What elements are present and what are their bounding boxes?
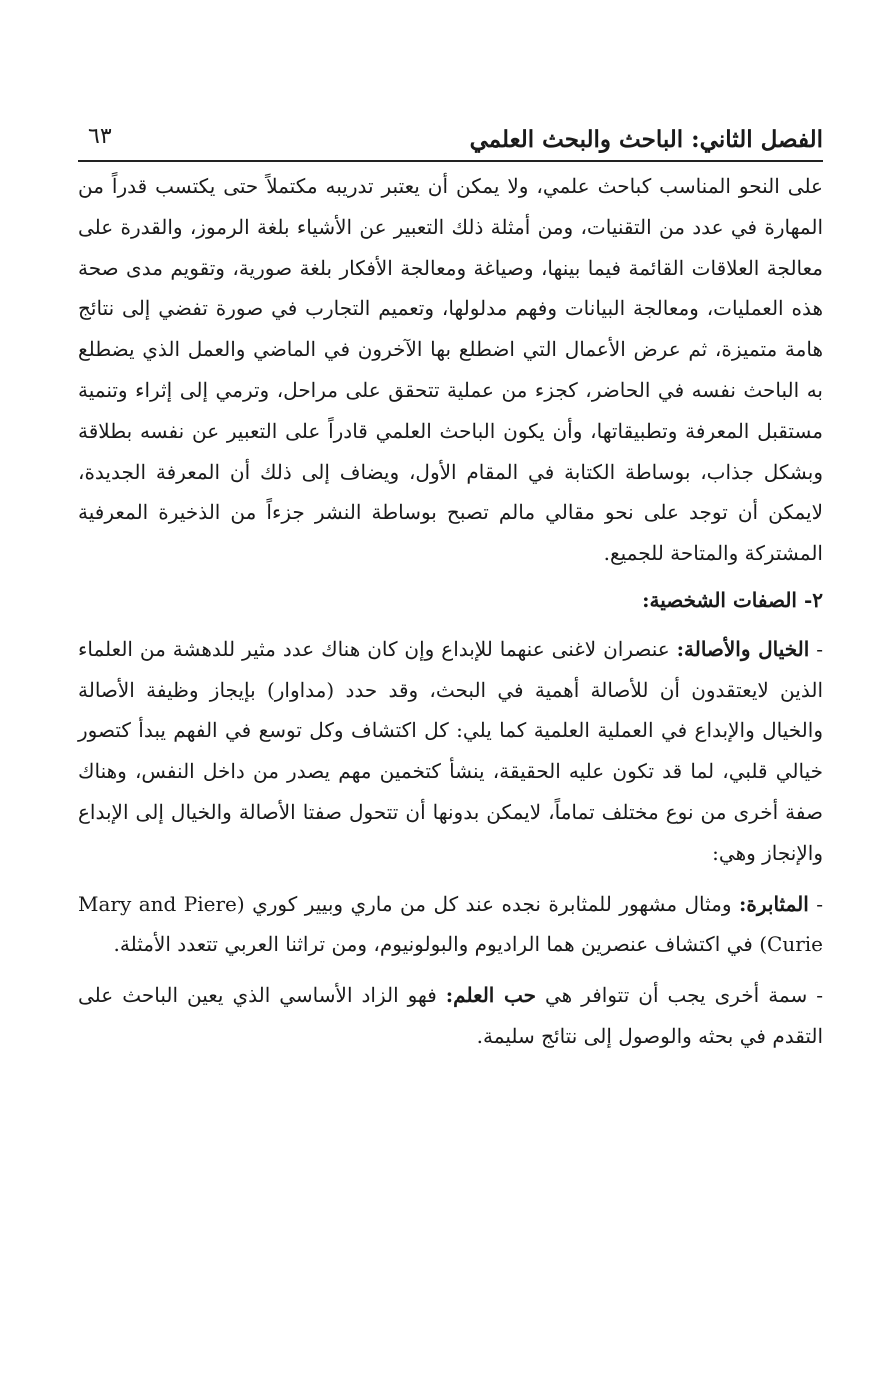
bullet-dash: - — [808, 891, 824, 916]
paragraph-perseverance — [78, 884, 823, 966]
running-header — [78, 120, 823, 162]
page-body — [78, 166, 823, 1057]
paragraph-text: عنصران لاغنى عنهما للإبداع وإن كان هناك عدد مثير للدهشة من العلماء الذين لايعتقدون أن للأصالة أهمية في البحث، وقد حدد (مداوار) بإيجاز وظيفة الأصالة والخيال والإبداع في العملية العلمية كما يلي: كل اكتشاف وكل توسع في الفهم يبدأ كتصور خيالي قلبي، لما قد تكون عليه الحقيقة، ينشأ كتخمين مهم يصدر من داخل النفس، وهناك صفة أخرى من نوع مختلف تماماً، لايمكن بدونها أن تتحول صفتا الأصالة والخيال إلى الإبداع والإنجاز وهي: — [78, 636, 823, 865]
paragraph-text: فهو الزاد الأساسي الذي يعين الباحث على التقدم في بحثه والوصول إلى نتائج سليمة. — [78, 983, 823, 1048]
page-number: ٦٣ — [88, 124, 112, 149]
chapter-title: الفصل الثاني: الباحث والبحث العلمي — [469, 126, 823, 153]
bullet-dash: - — [809, 636, 823, 661]
paragraph-researcher-skills: على النحو المناسب كباحث علمي، ولا يمكن أن يعتبر تدريبه مكتملاً حتى يكتسب قدراً من المهارة في عدد من التقنيات، ومن أمثلة ذلك التعبير عن الأشياء بلغة الرموز، والقدرة على معالجة العلاقات القائمة فيما بينها، وصياغة ومعالجة الأفكار بلغة صورية، وتقويم مدى صحة هذه العمليات، ومعالجة البيانات وفهم مدلولها، وتعميم التجارب في صورة تفضي إلى نتائج هامة متميزة، ثم عرض الأعمال التي اضطلع بها الآخرون في الماضي والعمل الذي يضطلع به الباحث نفسه في الحاضر، كجزء من عملية تتحقق على مراحل، وترمي إلى إثراء وتنمية مستقبل المعرفة وتطبيقاتها، وأن يكون الباحث العلمي قادراً على التعبير عن نفسه بطلاقة وبشكل جذاب، بوساطة الكتابة في المقام الأول، ويضاف إلى ذلك أن المعرفة الجديدة، لايمكن أن توجد على نحو مقالي مالم تصبح بوساطة النشر جزءاً من الذخيرة المعرفية المشتركة والمتاحة للجميع. — [78, 174, 823, 566]
section-heading-personal-traits: ٢- الصفات الشخصية: — [642, 587, 823, 612]
term-perseverance: المثابرة: — [739, 891, 809, 916]
term-love-of-science: حب العلم: — [445, 983, 536, 1008]
paragraph-text: ) في اكتشاف عنصرين هما الراديوم والبولونيوم، ومن تراثنا العربي تتعدد الأمثلة. — [113, 932, 768, 957]
paragraph-love-of-science — [78, 975, 823, 1057]
term-imagination-originality: الخيال والأصالة: — [676, 636, 810, 661]
latin-names: Mary and Piere Curie — [78, 891, 823, 957]
paragraph-imagination-originality — [78, 629, 823, 874]
paragraph-text: - سمة أخرى يجب أن تتوافر هي — [535, 983, 823, 1008]
paragraph-text: ومثال مشهور للمثابرة نجده عند كل من ماري وبيير كوري ( — [236, 891, 739, 916]
